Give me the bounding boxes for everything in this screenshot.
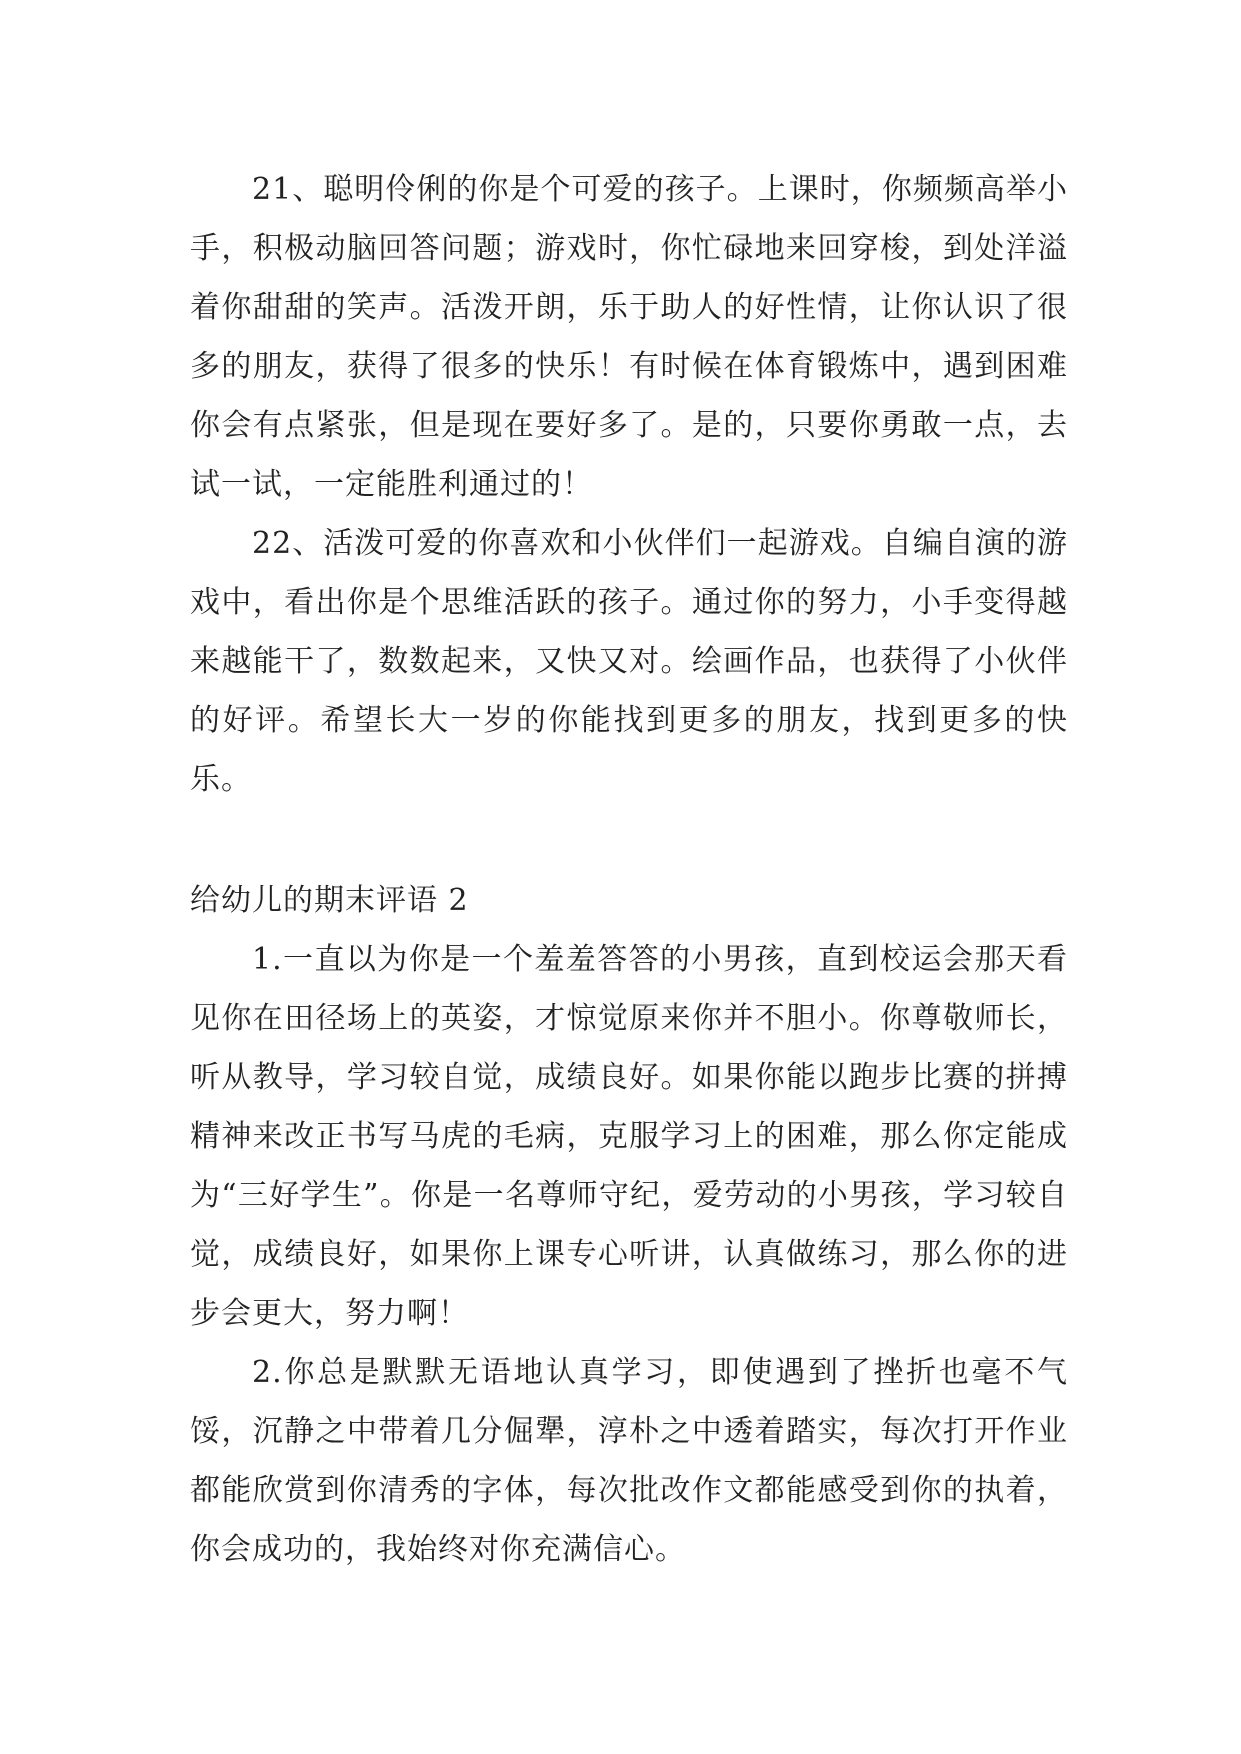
section-heading: 给幼儿的期末评语 2 (190, 883, 469, 918)
paragraph-22: 22、活泼可爱的你喜欢和小伙伴们一起游戏。自编自演的游戏中，看出你是个思维活跃的孩子。通过你的努力，小手变得越来越能干了，数数起来，又快又对。绘画作品，也获得了小伙伴的好评。希望长大一岁的你能找到更多的朋友，找到更多的快乐。 (190, 526, 1068, 797)
paragraph-2: 2.你总是默默无语地认真学习，即使遇到了挫折也毫不气馁，沉静之中带着几分倔犟，淳朴之中透着踏实，每次打开作业都能欣赏到你清秀的字体，每次批改作文都能感受到你的执着，你会成功的，我始终对你充满信心。 (190, 1355, 1068, 1567)
paragraph-1: 1.一直以为你是一个羞羞答答的小男孩，直到校运会那天看见你在田径场上的英姿，才惊觉原来你并不胆小。你尊敬师长，听从教导，学习较自觉，成绩良好。如果你能以跑步比赛的拼搏精神来改正书写马虎的毛病，克服学习上的困难，那么你定能成为“三好学生”。你是一名尊师守纪，爱劳动的小男孩，学习较自觉，成绩良好，如果你上课专心听讲，认真做练习，那么你的进步会更大，努力啊！ (190, 942, 1068, 1331)
paragraph-21: 21、聪明伶俐的你是个可爱的孩子。上课时，你频频高举小手，积极动脑回答问题；游戏时，你忙碌地来回穿梭，到处洋溢着你甜甜的笑声。活泼开朗，乐于助人的好性情，让你认识了很多的朋友，获得了很多的快乐！有时候在体育锻炼中，遇到困难你会有点紧张，但是现在要好多了。是的，只要你勇敢一点，去试一试，一定能胜利通过的！ (190, 172, 1068, 502)
document-body (190, 160, 1068, 1579)
